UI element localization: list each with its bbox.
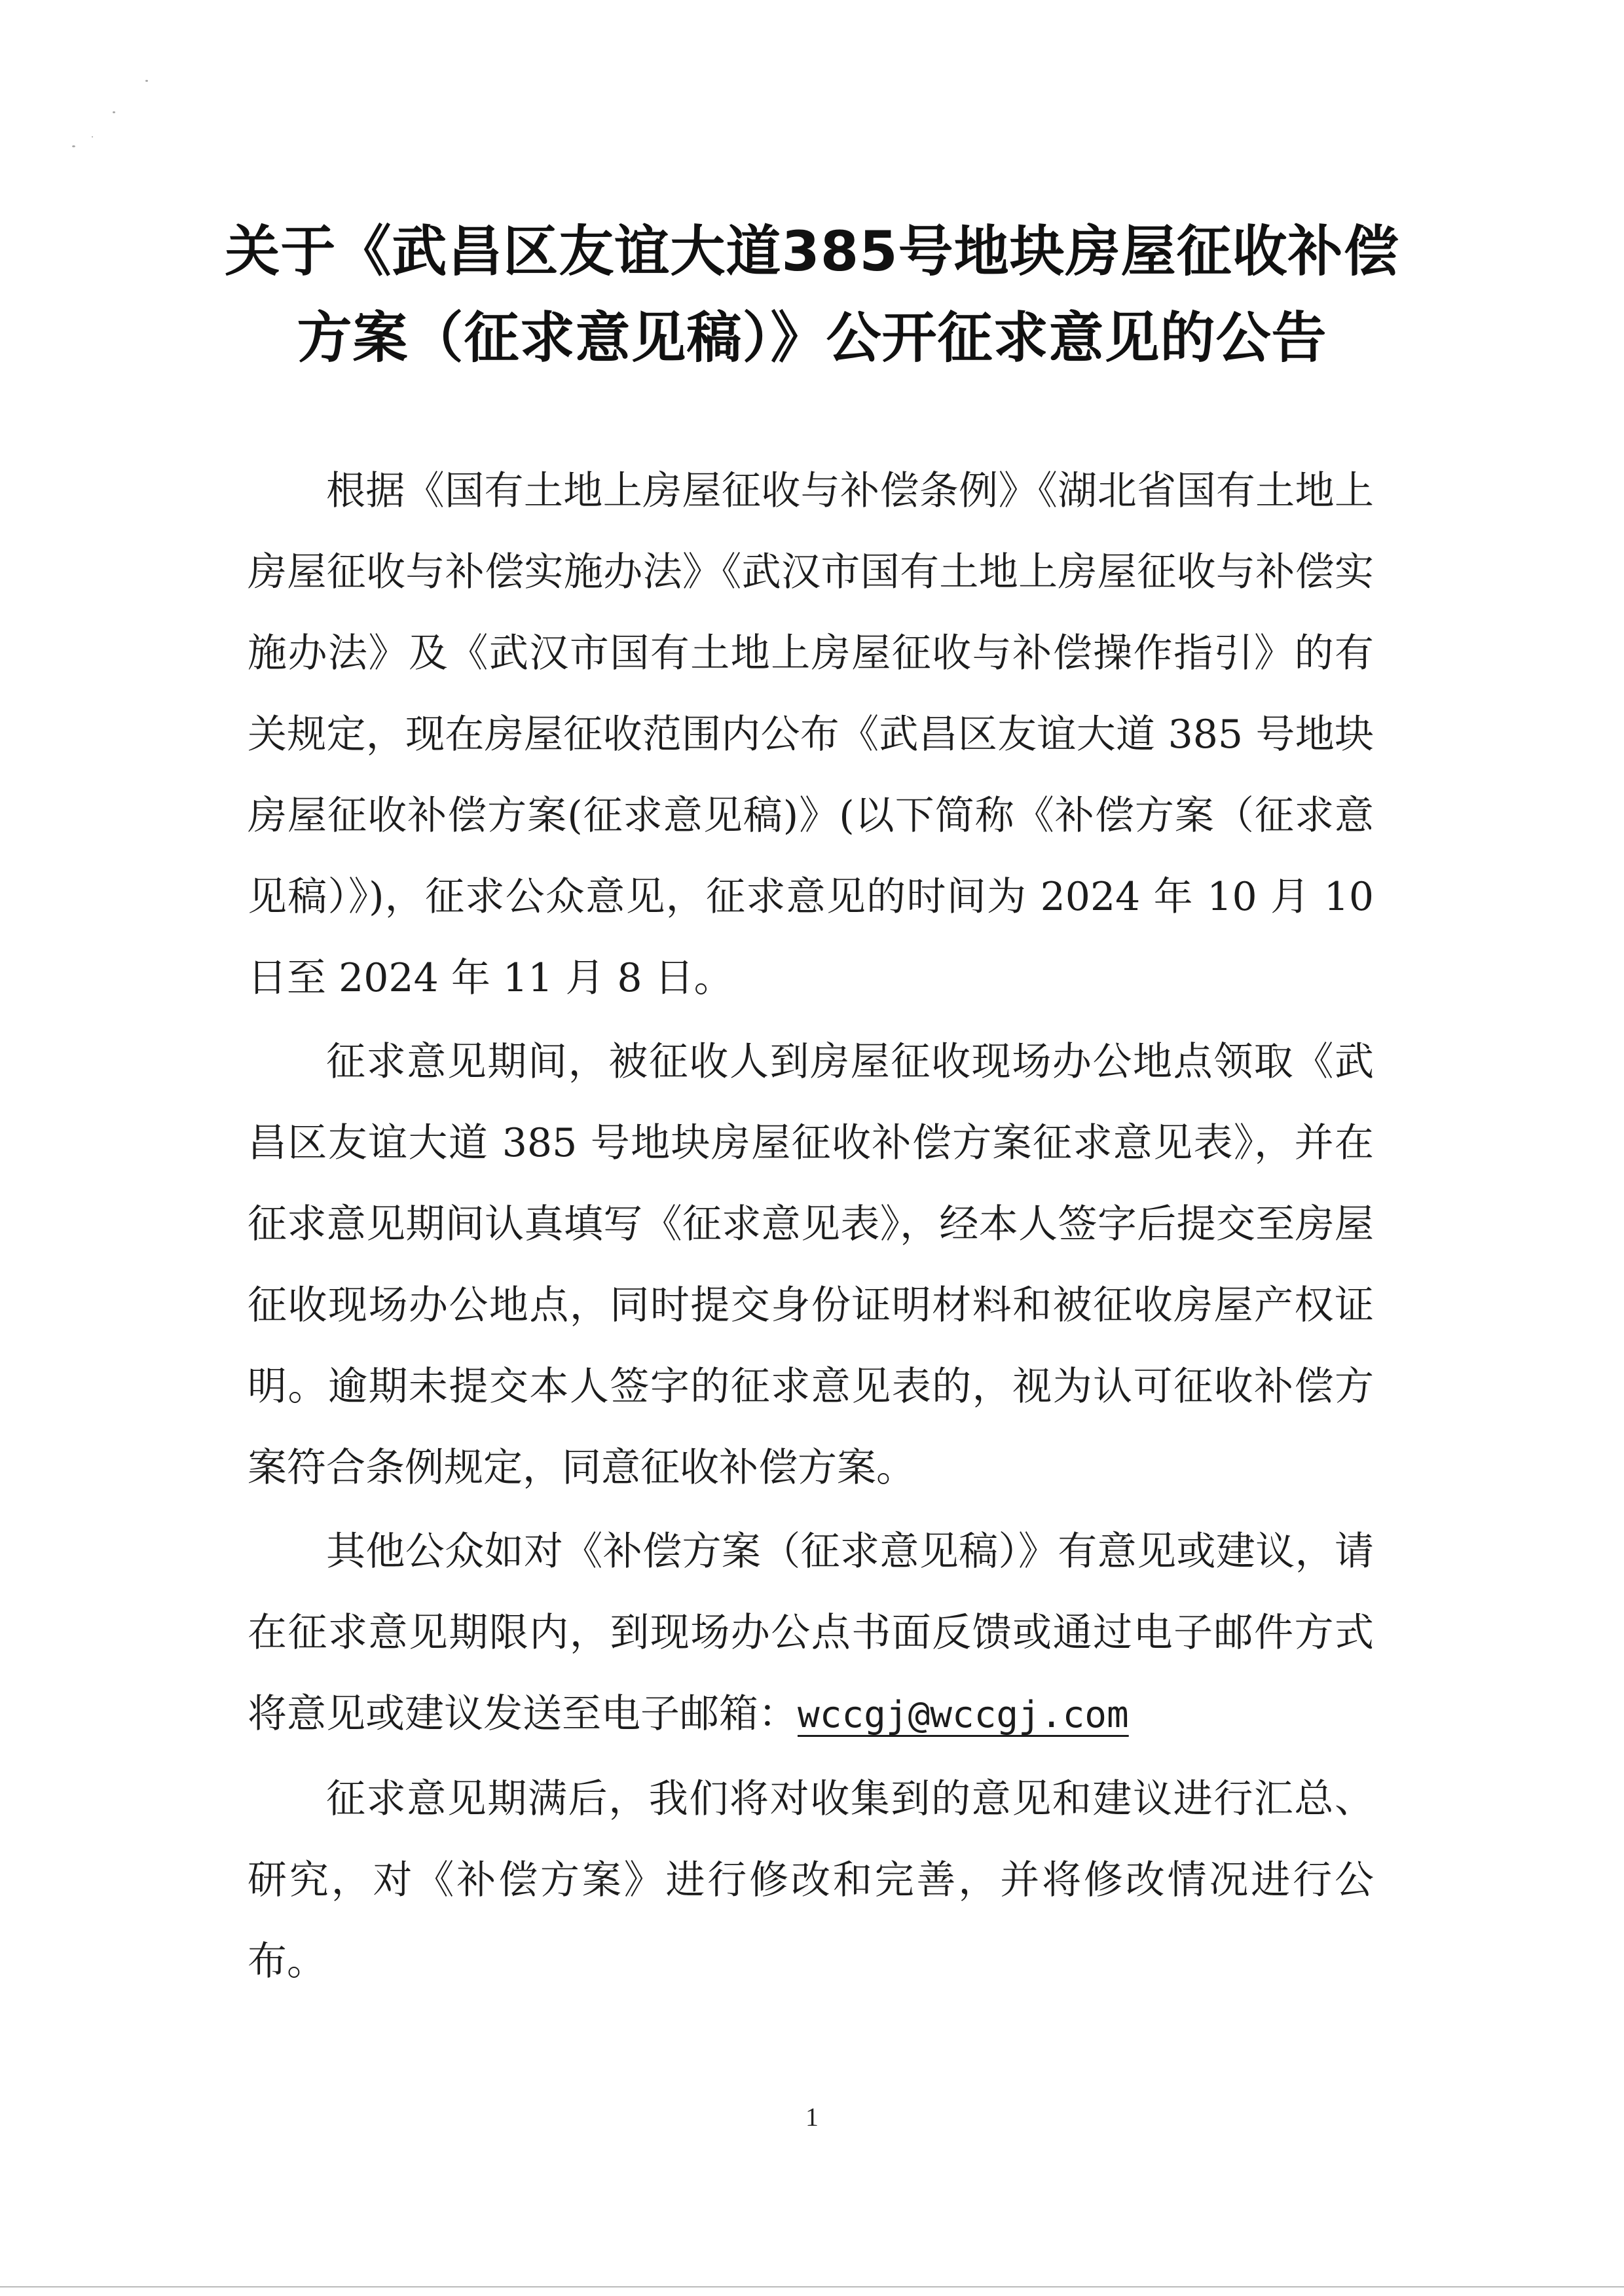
scan-bottom-edge	[0, 2286, 1624, 2287]
scan-speck	[92, 136, 93, 137]
public-feedback-text: 其他公众如对《补偿方案（征求意见稿）》有意见或建议，请在征求意见期限内，到现场办公点书面反馈或通过电子邮件方式将意见或建议发送至电子邮箱：	[248, 1529, 1374, 1737]
scan-speck	[145, 80, 148, 82]
document-body	[248, 450, 1374, 2002]
title-line-2: 方案（征求意见稿）》公开征求意见的公告	[297, 306, 1327, 370]
page-number: 1	[805, 2102, 819, 2132]
title-line-1: 关于《武昌区友谊大道385号地块房屋征收补偿	[225, 219, 1399, 283]
scan-speck	[113, 111, 115, 113]
paragraph-consultation-procedure: 征求意见期间，被征收人到房屋征收现场办公地点领取《武昌区友谊大道 385 号地块房屋征收补偿方案征求意见表》，并在征求意见期间认真填写《征求意见表》，经本人签字后提交至房屋征收现场办公地点，同时提交身份证明材料和被征收房屋产权证明。逾期未提交本人签字的征求意见表的，视为认可征收补偿方案符合条例规定，同意征收补偿方案。	[248, 1039, 1374, 1491]
paragraph-legal-basis: 根据《国有土地上房屋征收与补偿条例》《湖北省国有土地上房屋征收与补偿实施办法》《武汉市国有土地上房屋征收与补偿实施办法》及《武汉市国有土地上房屋征收与补偿操作指引》的有关规定，现在房屋征收范围内公布《武昌区友谊大道 385 号地块房屋征收补偿方案(征求意见稿)》(以下简称《补偿方案（征求意见稿）》)，征求公众意见，征求意见的时间为 2024 年 10 月 10 日至 2024 年 11 月 8 日。	[248, 468, 1374, 1001]
document-title	[196, 208, 1428, 381]
email-link[interactable]: wccgj@wccgj.com	[798, 1694, 1129, 1736]
scan-speck	[72, 145, 75, 147]
paragraph-follow-up: 征求意见期满后，我们将对收集到的意见和建议进行汇总、研究，对《补偿方案》进行修改和完善，并将修改情况进行公布。	[248, 1776, 1374, 1984]
paragraph-public-feedback	[248, 1511, 1374, 1756]
